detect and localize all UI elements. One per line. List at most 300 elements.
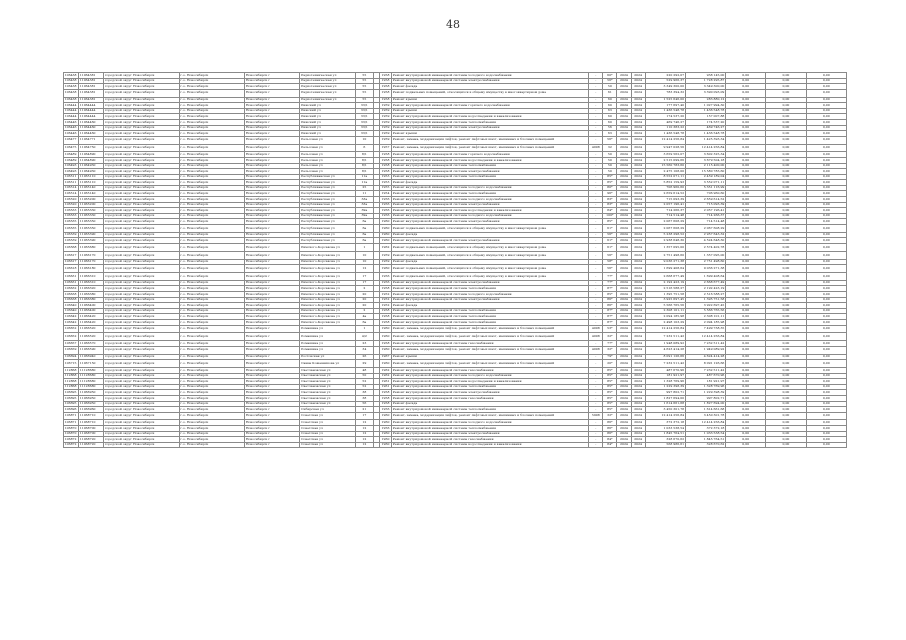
cell-wear-percent: 60 <box>603 119 617 125</box>
cell-object-code: 11064444 <box>79 114 104 120</box>
cell-wear-percent: 87* <box>603 308 617 314</box>
cell-house-number: 23 <box>355 341 373 347</box>
cell-street: Республиканская ул <box>300 197 355 203</box>
cell-plan-start-year: 2024 <box>617 273 631 281</box>
cell-house-number: 50 <box>355 373 373 379</box>
cell-plan-start-year: 2024 <box>617 367 631 373</box>
cell-cost-budget-regional: 0,00 <box>766 225 806 233</box>
cell-city: Новосибирск г <box>245 103 300 109</box>
cell-plan-end-year: 2024 <box>631 297 645 303</box>
cell-plan-start-year: 2024 <box>617 354 631 360</box>
cell-cost-budget-federal: 0,00 <box>726 163 766 169</box>
cell-house-number: 17 <box>355 412 373 420</box>
cell-municipality: городской округ Новосибирск <box>104 136 179 144</box>
cell-municipality: городской округ Новосибирск <box>104 84 179 90</box>
cell-district: г.о. Новосибирск <box>179 412 244 420</box>
cell-object-code: 11065200 <box>79 202 104 208</box>
cell-cost-budget-regional: 0,00 <box>766 341 806 347</box>
cell-build-year: 1954 <box>379 191 391 197</box>
cell-build-year: 1958 <box>379 308 391 314</box>
cell-lift-number: - <box>589 314 603 320</box>
cell-district: г.о. Новосибирск <box>179 360 244 368</box>
cell-cost-budget-local: 0,00 <box>806 333 846 341</box>
cell-cost-fund: 938 145,00 <box>685 73 725 79</box>
cell-lift-number: - <box>589 197 603 203</box>
cell-cost-fund: 7 499 738,35 <box>685 325 725 333</box>
cell-district: г.о. Новосибирск <box>179 125 244 131</box>
cell-municipality: городской округ Новосибирск <box>104 333 179 341</box>
cell-cost-total: 12 414 256,84 <box>645 136 685 144</box>
cell-cost-budget-regional: 0,00 <box>766 426 806 432</box>
cell-plan-start-year: 2024 <box>617 437 631 443</box>
cell-municipality: городской округ Новосибирск <box>104 360 179 368</box>
cell-plan-start-year: 2024 <box>617 213 631 219</box>
cell-cost-total: 2 751 498,60 <box>645 251 685 259</box>
cell-cost-fund: 1 395 751,58 <box>685 297 725 303</box>
cell-work-type: Ремонт, замена, модернизация лифтов, ремонт лифтовых шахт, машинных и блочных помещений <box>392 360 589 368</box>
cell-municipality: городской округ Новосибирск <box>104 390 179 396</box>
table-row <box>64 273 847 281</box>
cell-city: Новосибирск г <box>245 379 300 385</box>
cell-cost-budget-federal: 0,00 <box>726 180 766 186</box>
cell-city: Новосибирск г <box>245 174 300 180</box>
cell-object-code: 11065680 <box>79 244 104 252</box>
cell-plan-start-year: 2024 <box>617 191 631 197</box>
cell-street: Республиканская ул <box>300 213 355 219</box>
cell-lift-number: - <box>589 292 603 298</box>
cell-cost-budget-federal: 0,00 <box>726 303 766 309</box>
cell-plan-start-year: 2024 <box>617 119 631 125</box>
cell-work-type: Ремонт, замена, модернизация лифтов, ремонт лифтовых шахт, машинных и блочных помещений <box>392 325 589 333</box>
cell-cost-budget-regional: 0,00 <box>766 202 806 208</box>
cell-cost-fund: 5 351 116,99 <box>685 185 725 191</box>
cell-cost-budget-local: 0,00 <box>806 244 846 252</box>
cell-house-id: 106539 <box>64 232 79 238</box>
cell-cost-budget-local: 0,00 <box>806 225 846 233</box>
cell-cost-fund: 1 827 694,00 <box>685 401 725 407</box>
cell-work-type: Ремонт крыши <box>392 97 589 103</box>
cell-house-number: 26 <box>355 354 373 360</box>
cell-object-code: 11128680 <box>79 379 104 385</box>
cell-city: Новосибирск г <box>245 420 300 426</box>
cell-cost-budget-local: 0,00 <box>806 384 846 390</box>
cell-build-year: 1959 <box>379 131 391 137</box>
cell-plan-end-year: 2024 <box>631 169 645 175</box>
cell-district: г.о. Новосибирск <box>179 354 244 360</box>
cell-wear-percent: 86* <box>603 303 617 309</box>
cell-cost-budget-local: 0,00 <box>806 292 846 298</box>
cell-object-code: 11066950 <box>79 395 104 401</box>
cell-plan-end-year: 2024 <box>631 412 645 420</box>
cell-cost-budget-local: 0,00 <box>806 180 846 186</box>
cell-plan-end-year: 2024 <box>631 225 645 233</box>
cell-cost-total: 8 552 071,11 <box>645 174 685 180</box>
cell-cost-budget-local: 0,00 <box>806 442 846 448</box>
cell-object-code: 11064381 <box>79 84 104 90</box>
cell-wear-percent: 85* <box>603 180 617 186</box>
cell-house-id: 106617 <box>64 251 79 259</box>
cell-plan-end-year: 2024 <box>631 308 645 314</box>
cell-cost-fund: 9 036 271,38 <box>685 265 725 273</box>
cell-district: г.о. Новосибирск <box>179 367 244 373</box>
cell-cost-budget-regional: 0,00 <box>766 379 806 385</box>
cell-cost-fund: 3 602 325,34 <box>685 152 725 158</box>
cell-cost-total: 2 668 677,49 <box>645 273 685 281</box>
cell-municipality: городской округ Новосибирск <box>104 208 179 214</box>
cell-plan-end-year: 2024 <box>631 84 645 90</box>
cell-build-year: 1958 <box>379 169 391 175</box>
cell-object-code: 11064381 <box>79 97 104 103</box>
cell-work-type: Ремонт внутридомовой инженерной системы теплоснабжения <box>392 191 589 197</box>
cell-house-id: 106535 <box>64 219 79 225</box>
cell-plan-start-year: 2024 <box>617 157 631 163</box>
cell-wear-percent: 50 <box>603 169 617 175</box>
cell-object-code: 11066520 <box>79 333 104 341</box>
cell-municipality: городской округ Новосибирск <box>104 191 179 197</box>
cell-house-number: 33/1 <box>355 119 373 125</box>
cell-wear-percent: 58* <box>603 259 617 265</box>
cell-street: Советская ул <box>300 420 355 426</box>
cell-object-code: 11068720 <box>79 442 104 448</box>
table-row <box>64 144 847 152</box>
cell-street: Римского-Корсакова ул <box>300 244 355 252</box>
cell-house-number: 55 <box>355 73 373 79</box>
cell-build-year: 1960 <box>379 232 391 238</box>
cell-district: г.о. Новосибирск <box>179 251 244 259</box>
cell-wear-percent: 77* <box>603 341 617 347</box>
cell-cost-total: 1 614 661,68 <box>645 401 685 407</box>
cell-work-type: Ремонт, замена, модернизация лифтов, ремонт лифтовых шахт, машинных и блочных помещений <box>392 346 589 354</box>
cell-house-number: 6a <box>355 225 373 233</box>
cell-house-id: 112868 <box>64 379 79 385</box>
cell-work-type: Ремонт внутридомовой инженерной системы холодного водоснабжения <box>392 420 589 426</box>
cell-lift-number: - <box>589 442 603 448</box>
cell-build-year: 1956 <box>379 273 391 281</box>
cell-municipality: городской округ Новосибирск <box>104 251 179 259</box>
cell-lift-number: - <box>589 157 603 163</box>
cell-plan-end-year: 2024 <box>631 407 645 413</box>
cell-build-year: 1960 <box>379 219 391 225</box>
cell-cost-budget-federal: 0,00 <box>726 407 766 413</box>
cell-cost-fund: 283 880,12 <box>685 97 725 103</box>
cell-city: Новосибирск г <box>245 280 300 286</box>
cell-cost-total: 2 498 103,29 <box>645 319 685 325</box>
cell-wear-percent: 56* <box>603 78 617 84</box>
cell-district: г.о. Новосибирск <box>179 213 244 219</box>
cell-cost-budget-regional: 0,00 <box>766 89 806 97</box>
cell-object-code: 11064771 <box>79 136 104 144</box>
cell-build-year: 1959 <box>379 136 391 144</box>
cell-cost-fund: 714 514,48 <box>685 219 725 225</box>
cell-cost-budget-federal: 0,00 <box>726 346 766 354</box>
cell-city: Новосибирск г <box>245 202 300 208</box>
cell-street: Республиканская ул <box>300 208 355 214</box>
cell-lift-number: - <box>589 341 603 347</box>
cell-wear-percent: 84* <box>603 442 617 448</box>
cell-cost-budget-regional: 0,00 <box>766 251 806 259</box>
cell-city: Новосибирск г <box>245 333 300 341</box>
cell-plan-end-year: 2024 <box>631 144 645 152</box>
cell-work-type: Ремонт фасада <box>392 180 589 186</box>
cell-district: г.о. Новосибирск <box>179 308 244 314</box>
cell-wear-percent: 61* <box>603 238 617 244</box>
cell-street: Римского-Корсакова ул <box>300 286 355 292</box>
cell-cost-fund: 157 007,88 <box>685 114 725 120</box>
cell-cost-total: 9 036 271,38 <box>645 259 685 265</box>
cell-plan-end-year: 2024 <box>631 180 645 186</box>
cell-lift-number: - <box>589 286 603 292</box>
cell-work-type: Ремонт внутридомовой инженерной системы теплоснабжения <box>392 314 589 320</box>
cell-plan-start-year: 2024 <box>617 174 631 180</box>
cell-cost-budget-regional: 0,00 <box>766 152 806 158</box>
cell-wear-percent: 60 <box>603 103 617 109</box>
table-row <box>64 244 847 252</box>
cell-cost-budget-local: 0,00 <box>806 131 846 137</box>
cell-object-code: 11064444 <box>79 103 104 109</box>
cell-lift-number: - <box>589 303 603 309</box>
cell-lift-number: - <box>589 354 603 360</box>
cell-city: Новосибирск г <box>245 108 300 114</box>
cell-city: Новосибирск г <box>245 431 300 437</box>
cell-plan-end-year: 2024 <box>631 78 645 84</box>
cell-plan-end-year: 2024 <box>631 125 645 131</box>
cell-street: Республиканская ул <box>300 180 355 186</box>
cell-cost-budget-federal: 0,00 <box>726 191 766 197</box>
cell-street: Саввы Кожевникова ул <box>300 360 355 368</box>
cell-object-code: 11066380 <box>79 292 104 298</box>
cell-object-code: 11066420 <box>79 314 104 320</box>
cell-cost-fund: 2 659 614,52 <box>685 197 725 203</box>
cell-cost-total: 1 357 095,00 <box>645 244 685 252</box>
cell-work-type: Ремонт внутридомовой инженерной системы газоснабжения <box>392 395 589 401</box>
cell-work-type: Ремонт фасада <box>392 84 589 90</box>
cell-build-year: 1958 <box>379 395 391 401</box>
cell-cost-fund: 12 414 256,84 <box>685 333 725 341</box>
cell-district: г.о. Новосибирск <box>179 325 244 333</box>
cell-plan-start-year: 2024 <box>617 152 631 158</box>
cell-cost-budget-federal: 0,00 <box>726 251 766 259</box>
cell-build-year: 1959 <box>379 251 391 259</box>
cell-object-code: 11066400 <box>79 303 104 309</box>
cell-house-number: 6 <box>355 144 373 152</box>
cell-street: Советская ул <box>300 437 355 443</box>
cell-house-number: 25 <box>355 185 373 191</box>
cell-cost-budget-federal: 0,00 <box>726 114 766 120</box>
cell-cost-budget-federal: 0,00 <box>726 97 766 103</box>
cell-cost-budget-federal: 0,00 <box>726 136 766 144</box>
cell-cost-budget-federal: 0,00 <box>726 308 766 314</box>
cell-object-code: 11065110 <box>79 180 104 186</box>
cell-cost-budget-federal: 0,00 <box>726 197 766 203</box>
cell-municipality: городской округ Новосибирск <box>104 97 179 103</box>
cell-plan-end-year: 2024 <box>631 354 645 360</box>
cell-lift-number: - <box>589 114 603 120</box>
cell-cost-budget-federal: 0,00 <box>726 431 766 437</box>
cell-district: г.о. Новосибирск <box>179 303 244 309</box>
cell-lift-number: 4098 <box>589 346 603 354</box>
cell-object-code: 11064460 <box>79 125 104 131</box>
cell-build-year: 1960 <box>379 265 391 273</box>
cell-work-type: Ремонт внутридомовой инженерной системы теплоснабжения <box>392 286 589 292</box>
cell-district: г.о. Новосибирск <box>179 108 244 114</box>
cell-cost-total: 2 057 196,41 <box>645 202 685 208</box>
cell-city: Новосибирск г <box>245 401 300 407</box>
cell-cost-budget-federal: 0,00 <box>726 103 766 109</box>
cell-wear-percent: 32 <box>603 144 617 152</box>
cell-district: г.о. Новосибирск <box>179 78 244 84</box>
cell-cost-budget-federal: 0,00 <box>726 442 766 448</box>
cell-cost-budget-regional: 0,00 <box>766 125 806 131</box>
cell-plan-start-year: 2024 <box>617 259 631 265</box>
cell-cost-total: 1 699 408,64 <box>645 265 685 273</box>
cell-plan-start-year: 2024 <box>617 78 631 84</box>
cell-cost-budget-local: 0,00 <box>806 437 846 443</box>
cell-cost-budget-local: 0,00 <box>806 280 846 286</box>
cell-street: Римского-Корсакова ул <box>300 280 355 286</box>
cell-municipality: городской округ Новосибирск <box>104 163 179 169</box>
cell-cost-fund: 1 699 408,64 <box>685 273 725 281</box>
cell-cost-fund: 1 949 089,92 <box>685 346 725 354</box>
cell-house-id: 106539 <box>64 238 79 244</box>
cell-plan-end-year: 2024 <box>631 152 645 158</box>
cell-municipality: городской округ Новосибирск <box>104 265 179 273</box>
cell-build-year: 1959 <box>379 259 391 265</box>
cell-plan-start-year: 2024 <box>617 280 631 286</box>
cell-cost-budget-regional: 0,00 <box>766 84 806 90</box>
cell-cost-budget-local: 0,00 <box>806 202 846 208</box>
cell-street: Рельсовая ул <box>300 144 355 152</box>
cell-cost-budget-regional: 0,00 <box>766 319 806 325</box>
cell-house-id: 106695 <box>64 401 79 407</box>
cell-plan-end-year: 2024 <box>631 108 645 114</box>
cell-cost-budget-local: 0,00 <box>806 103 846 109</box>
cell-cost-total: 2 938 648,30 <box>645 238 685 244</box>
cell-build-year: 1952 <box>379 297 391 303</box>
cell-cost-budget-federal: 0,00 <box>726 314 766 320</box>
cell-lift-number: 4098 <box>589 333 603 341</box>
cell-house-id: 106638 <box>64 297 79 303</box>
cell-cost-total: 3 659 562,07 <box>645 152 685 158</box>
cell-cost-total: 8 091 126,66 <box>645 354 685 360</box>
cell-house-id: 106618 <box>64 265 79 273</box>
cell-plan-end-year: 2024 <box>631 442 645 448</box>
cell-object-code: 11066310 <box>79 280 104 286</box>
cell-work-type: Ремонт внутридомовой инженерной системы электроснабжения <box>392 169 589 175</box>
cell-wear-percent: 56* <box>603 232 617 238</box>
cell-build-year: 1958 <box>379 163 391 169</box>
cell-plan-start-year: 2024 <box>617 360 631 368</box>
cell-wear-percent: 60* <box>603 73 617 79</box>
cell-plan-end-year: 2024 <box>631 219 645 225</box>
cell-cost-total: 3 450 301,78 <box>645 407 685 413</box>
cell-object-code: 11064444 <box>79 108 104 114</box>
cell-wear-percent: 53* <box>603 325 617 333</box>
cell-cost-total: 1 229 398,39 <box>645 384 685 390</box>
cell-work-type: Ремонт, замена, модернизация лифтов, ремонт лифтовых шахт, машинных и блочных помещений <box>392 333 589 341</box>
cell-house-number: 17 <box>355 280 373 286</box>
cell-cost-total: 3 349 300,00 <box>645 84 685 90</box>
cell-lift-number: - <box>589 379 603 385</box>
cell-municipality: городской округ Новосибирск <box>104 395 179 401</box>
cell-cost-budget-local: 0,00 <box>806 78 846 84</box>
cell-district: г.о. Новосибирск <box>179 163 244 169</box>
cell-cost-total: 487 670,96 <box>645 367 685 373</box>
cell-plan-start-year: 2024 <box>617 292 631 298</box>
cell-plan-start-year: 2024 <box>617 225 631 233</box>
cell-city: Новосибирск г <box>245 360 300 368</box>
cell-lift-number: - <box>589 244 603 252</box>
cell-house-id: 106871 <box>64 412 79 420</box>
cell-build-year: 1962 <box>379 244 391 252</box>
cell-plan-end-year: 2024 <box>631 303 645 309</box>
cell-wear-percent: 50 <box>603 163 617 169</box>
cell-cost-total: 715 093,39 <box>645 197 685 203</box>
cell-cost-fund: 715 093,39 <box>685 202 725 208</box>
cell-plan-end-year: 2024 <box>631 136 645 144</box>
cell-house-number: 56 <box>355 401 373 407</box>
cell-cost-budget-local: 0,00 <box>806 97 846 103</box>
cell-street: Республиканская ул <box>300 185 355 191</box>
cell-cost-fund: 706 960,60 <box>685 191 725 197</box>
cell-plan-start-year: 2024 <box>617 169 631 175</box>
cell-cost-budget-regional: 0,00 <box>766 114 806 120</box>
cell-cost-budget-local: 0,00 <box>806 163 846 169</box>
cell-cost-budget-regional: 0,00 <box>766 136 806 144</box>
cell-plan-end-year: 2024 <box>631 437 645 443</box>
cell-plan-end-year: 2024 <box>631 202 645 208</box>
cell-cost-total: 5 238 298,52 <box>645 232 685 238</box>
cell-house-number: 33/1 <box>355 103 373 109</box>
cell-district: г.о. Новосибирск <box>179 232 244 238</box>
cell-wear-percent: 87* <box>603 319 617 325</box>
cell-build-year: 1960 <box>379 346 391 354</box>
cell-build-year: 1959 <box>379 125 391 131</box>
cell-build-year: 1958 <box>379 314 391 320</box>
cell-street: Рижский ул <box>300 119 355 125</box>
cell-house-number: 6a <box>355 219 373 225</box>
cell-cost-total: 469 746,27 <box>645 119 685 125</box>
cell-lift-number: - <box>589 84 603 90</box>
cell-house-number: 55 <box>355 84 373 90</box>
cell-house-id: 112868 <box>64 373 79 379</box>
cell-wear-percent: 86* <box>603 431 617 437</box>
cell-object-code: 11128680 <box>79 384 104 390</box>
cell-plan-start-year: 2024 <box>617 384 631 390</box>
cell-plan-end-year: 2024 <box>631 341 645 347</box>
cell-cost-budget-regional: 0,00 <box>766 437 806 443</box>
cell-city: Новосибирск г <box>245 125 300 131</box>
cell-cost-budget-federal: 0,00 <box>726 219 766 225</box>
cell-lift-number: - <box>589 367 603 373</box>
cell-cost-total: 2 659 614,52 <box>645 191 685 197</box>
cell-district: г.о. Новосибирск <box>179 157 244 163</box>
cell-house-number: 52 <box>355 384 373 390</box>
cell-district: г.о. Новосибирск <box>179 119 244 125</box>
cell-build-year: 1960 <box>379 360 391 368</box>
cell-cost-budget-regional: 0,00 <box>766 238 806 244</box>
cell-city: Новосибирск г <box>245 341 300 347</box>
cell-work-type: Ремонт внутридомовой инженерной системы газоснабжения <box>392 367 589 373</box>
cell-cost-total: 372 372,18 <box>645 420 685 426</box>
cell-cost-total: 12 414 256,84 <box>645 412 685 420</box>
cell-cost-budget-federal: 0,00 <box>726 119 766 125</box>
cell-object-code: 11064381 <box>79 78 104 84</box>
cell-house-number: 38 <box>355 390 373 396</box>
cell-plan-start-year: 2024 <box>617 97 631 103</box>
cell-house-id: 106493 <box>64 169 79 175</box>
cell-district: г.о. Новосибирск <box>179 395 244 401</box>
cell-street: Советская ул <box>300 442 355 448</box>
